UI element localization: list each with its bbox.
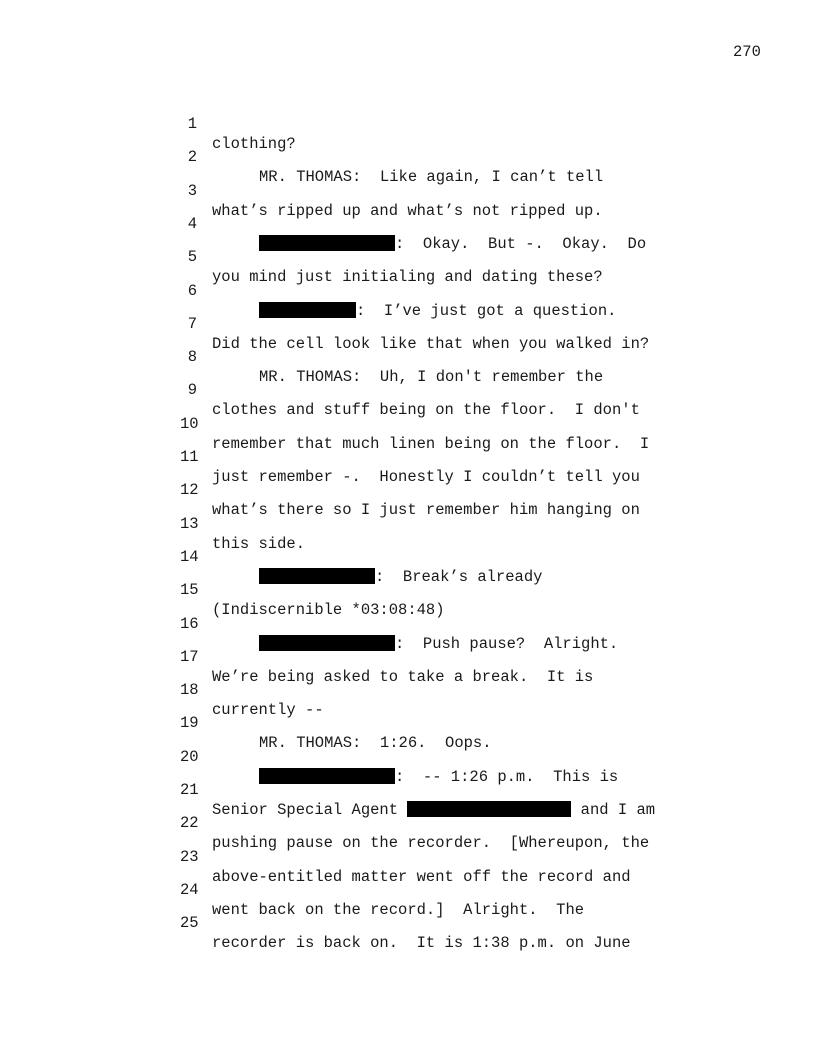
line-text: clothes and stuff being on the floor. I don't — [212, 401, 640, 420]
line-text: MR. THOMAS: Uh, I don't remember the — [259, 368, 604, 387]
line-text: Did the cell look like that when you walked in? — [212, 334, 650, 353]
line-text: above-entitled matter went off the record and — [212, 867, 631, 886]
transcript-line — [0, 94, 296, 153]
line-number: 18 — [180, 681, 199, 700]
redaction-box — [259, 768, 395, 784]
line-number: 13 — [180, 514, 199, 533]
line-text: what’s ripped up and what’s not ripped up. — [212, 201, 603, 220]
line-number: 22 — [180, 814, 199, 833]
line-text: : Break’s already — [375, 567, 543, 586]
line-number: 12 — [180, 481, 199, 500]
line-text: this side. — [212, 534, 306, 553]
line-number: 24 — [180, 880, 199, 899]
line-number: 1 — [187, 115, 197, 133]
line-text: recorder is back on. It is 1:38 p.m. on June — [212, 934, 631, 953]
line-number: 11 — [180, 448, 199, 466]
line-text: : Push pause? Alright. — [395, 634, 619, 653]
line-text-with-redaction — [259, 767, 618, 787]
line-text-with-redaction — [259, 234, 646, 254]
line-number: 19 — [180, 714, 199, 733]
line-number: 10 — [180, 414, 199, 433]
line-number: 25 — [180, 914, 199, 933]
redaction-box — [259, 235, 395, 251]
line-text: just remember -. Honestly I couldn’t tell you — [212, 468, 640, 486]
line-text-with-redaction — [212, 800, 655, 820]
line-text: MR. THOMAS: 1:26. Oops. — [259, 734, 492, 753]
line-number: 17 — [180, 647, 199, 666]
line-number: 4 — [187, 214, 197, 233]
page-number: 270 — [733, 43, 761, 61]
line-text: Senior Special Agent — [212, 801, 408, 819]
redaction-box — [407, 801, 571, 817]
line-number: 20 — [180, 747, 199, 766]
line-text: : Okay. But -. Okay. Do — [395, 234, 647, 253]
line-number: 21 — [180, 781, 199, 799]
line-number: 15 — [180, 581, 199, 600]
line-text: We’re being asked to take a break. It is — [212, 667, 594, 686]
line-text: : I’ve just got a question. — [356, 301, 617, 320]
line-number: 14 — [180, 547, 199, 566]
line-number: 23 — [180, 847, 199, 866]
line-text-with-redaction — [259, 567, 542, 587]
line-text: MR. THOMAS: Like again, I can’t tell — [259, 168, 604, 187]
line-number: 5 — [187, 248, 197, 267]
line-number: 7 — [187, 314, 197, 333]
line-text: went back on the record.] Alright. The — [212, 900, 585, 919]
line-number: 16 — [180, 614, 199, 633]
line-text-with-redaction — [259, 301, 616, 321]
redaction-box — [259, 302, 356, 318]
transcript-line — [0, 660, 324, 720]
line-text: : -- 1:26 p.m. This is — [395, 767, 619, 786]
redaction-box — [259, 568, 375, 584]
redaction-box — [259, 635, 395, 651]
line-number: 9 — [187, 381, 197, 400]
line-text: clothing? — [212, 135, 296, 153]
line-text: you mind just initialing and dating these? — [212, 268, 603, 287]
line-number: 3 — [187, 181, 197, 200]
line-text: remember that much linen being on the floor. I — [212, 434, 650, 453]
transcript-line — [0, 560, 445, 620]
line-text: currently -- — [212, 701, 324, 720]
line-number: 2 — [187, 148, 197, 167]
line-text: what’s there so I just remember him hanging on — [212, 501, 640, 520]
line-text: pushing pause on the recorder. [Whereupon, the — [212, 834, 650, 853]
line-number: 8 — [187, 348, 197, 367]
line-number: 6 — [187, 281, 197, 300]
line-text: (Indiscernible *03:08:48) — [212, 601, 445, 620]
line-text: and I am — [571, 801, 656, 819]
line-text-with-redaction — [259, 634, 618, 654]
transcript-line — [0, 494, 306, 553]
